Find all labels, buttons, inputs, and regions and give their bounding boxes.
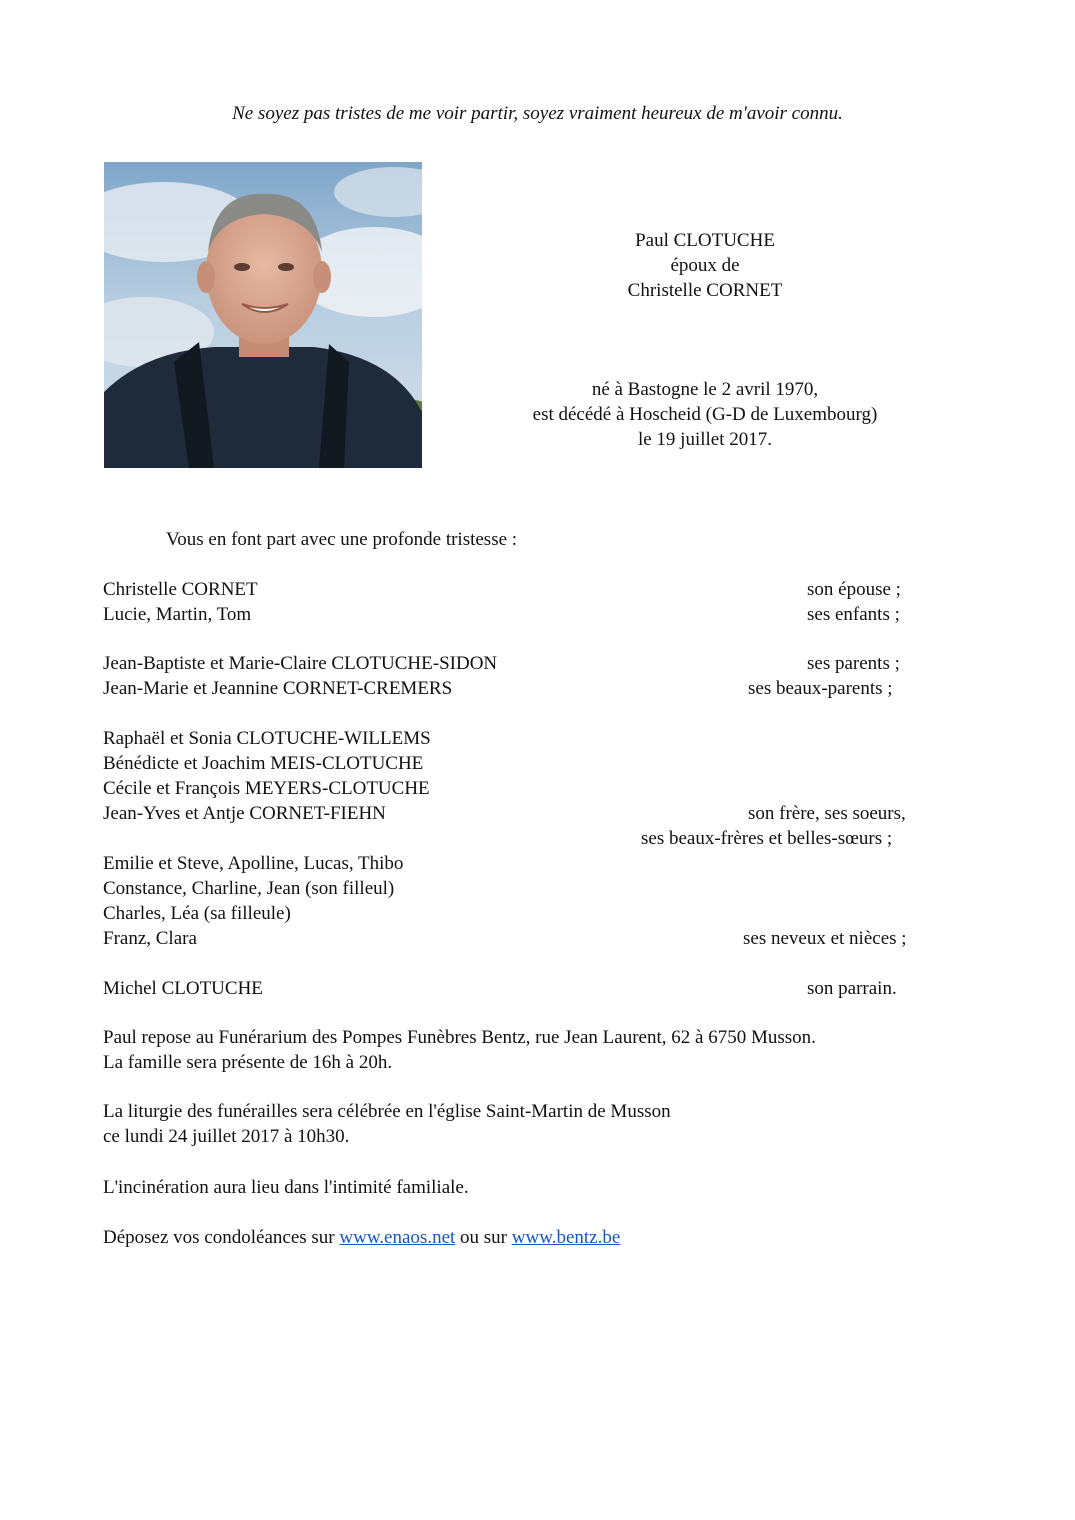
death-date-line: le 19 juillet 2017. <box>637 429 773 450</box>
family-row <box>103 876 1075 901</box>
funerarium-info <box>103 1025 816 1075</box>
portrait-photo <box>104 162 422 468</box>
liturgy-date-line: ce lundi 24 juillet 2017 à 10h30. <box>103 1126 350 1147</box>
family-name: Christelle CORNET <box>103 579 258 600</box>
family-role: son parrain. <box>807 978 897 999</box>
deceased-name: Paul CLOTUCHE <box>635 230 775 251</box>
cremation-info: L'incinération aura lieu dans l'intimité familiale. <box>103 1177 469 1198</box>
announcement-intro: Vous en font part avec une profonde tristesse : <box>166 529 518 550</box>
family-name: Charles, Léa (sa filleule) <box>103 903 291 924</box>
family-name: Constance, Charline, Jean (son filleul) <box>103 878 395 899</box>
family-role: ses beaux-frères et belles-sœurs ; <box>641 828 893 849</box>
family-row <box>103 801 1075 826</box>
visiting-hours-line: La famille sera présente de 16h à 20h. <box>103 1052 393 1073</box>
family-row <box>103 851 1075 876</box>
family-row <box>103 751 1075 776</box>
spouse-name: Christelle CORNET <box>627 280 783 301</box>
family-row <box>103 602 1075 627</box>
family-name: Franz, Clara <box>103 928 197 949</box>
family-name: Bénédicte et Joachim MEIS-CLOTUCHE <box>103 753 424 774</box>
liturgy-line: La liturgie des funérailles sera célébrée en l'église Saint-Martin de Musson <box>103 1101 671 1122</box>
family-role: son frère, ses soeurs, <box>748 803 906 824</box>
birth-death-details <box>450 377 960 452</box>
family-role: ses enfants ; <box>807 604 900 625</box>
condolences-line <box>103 1225 620 1250</box>
family-row <box>103 577 1075 602</box>
family-role: ses neveux et nièces ; <box>743 928 907 949</box>
family-name: Raphaël et Sonia CLOTUCHE-WILLEMS <box>103 728 431 749</box>
family-row <box>103 776 1075 801</box>
liturgy-info <box>103 1099 671 1149</box>
family-name: Emilie et Steve, Apolline, Lucas, Thibo <box>103 853 404 874</box>
spouse-label: époux de <box>670 255 740 276</box>
family-name: Michel CLOTUCHE <box>103 978 263 999</box>
family-row <box>103 926 1075 951</box>
family-name: Jean-Yves et Antje CORNET-FIEHN <box>103 803 386 824</box>
family-role: son épouse ; <box>807 579 901 600</box>
family-row <box>103 826 1075 851</box>
funerarium-line: Paul repose au Funérarium des Pompes Funèbres Bentz, rue Jean Laurent, 62 à 6750 Musson. <box>103 1027 816 1048</box>
birth-line: né à Bastogne le 2 avril 1970, <box>591 379 819 400</box>
death-place-line: est décédé à Hoscheid (G-D de Luxembourg) <box>532 404 878 425</box>
family-row <box>103 901 1075 926</box>
epigraph: Ne soyez pas tristes de me voir partir, soyez vraiment heureux de m'avoir connu. <box>232 103 843 124</box>
family-row <box>103 651 1075 676</box>
bentz-link[interactable]: www.bentz.be <box>511 1227 621 1248</box>
family-row <box>103 976 1075 1001</box>
family-name: Jean-Baptiste et Marie-Claire CLOTUCHE-SIDON <box>103 653 498 674</box>
family-name: Cécile et François MEYERS-CLOTUCHE <box>103 778 430 799</box>
portrait-image <box>104 162 422 468</box>
enaos-link[interactable]: www.enaos.net <box>339 1227 456 1248</box>
family-role: ses parents ; <box>807 653 900 674</box>
family-row <box>103 676 1075 701</box>
family-name: Lucie, Martin, Tom <box>103 604 252 625</box>
family-row <box>103 726 1075 751</box>
deceased-identity <box>450 228 960 303</box>
condolences-middle: ou sur <box>460 1227 508 1248</box>
family-role: ses beaux-parents ; <box>748 678 893 699</box>
condolences-prefix: Déposez vos condoléances sur <box>103 1227 335 1248</box>
family-name: Jean-Marie et Jeannine CORNET-CREMERS <box>103 678 453 699</box>
